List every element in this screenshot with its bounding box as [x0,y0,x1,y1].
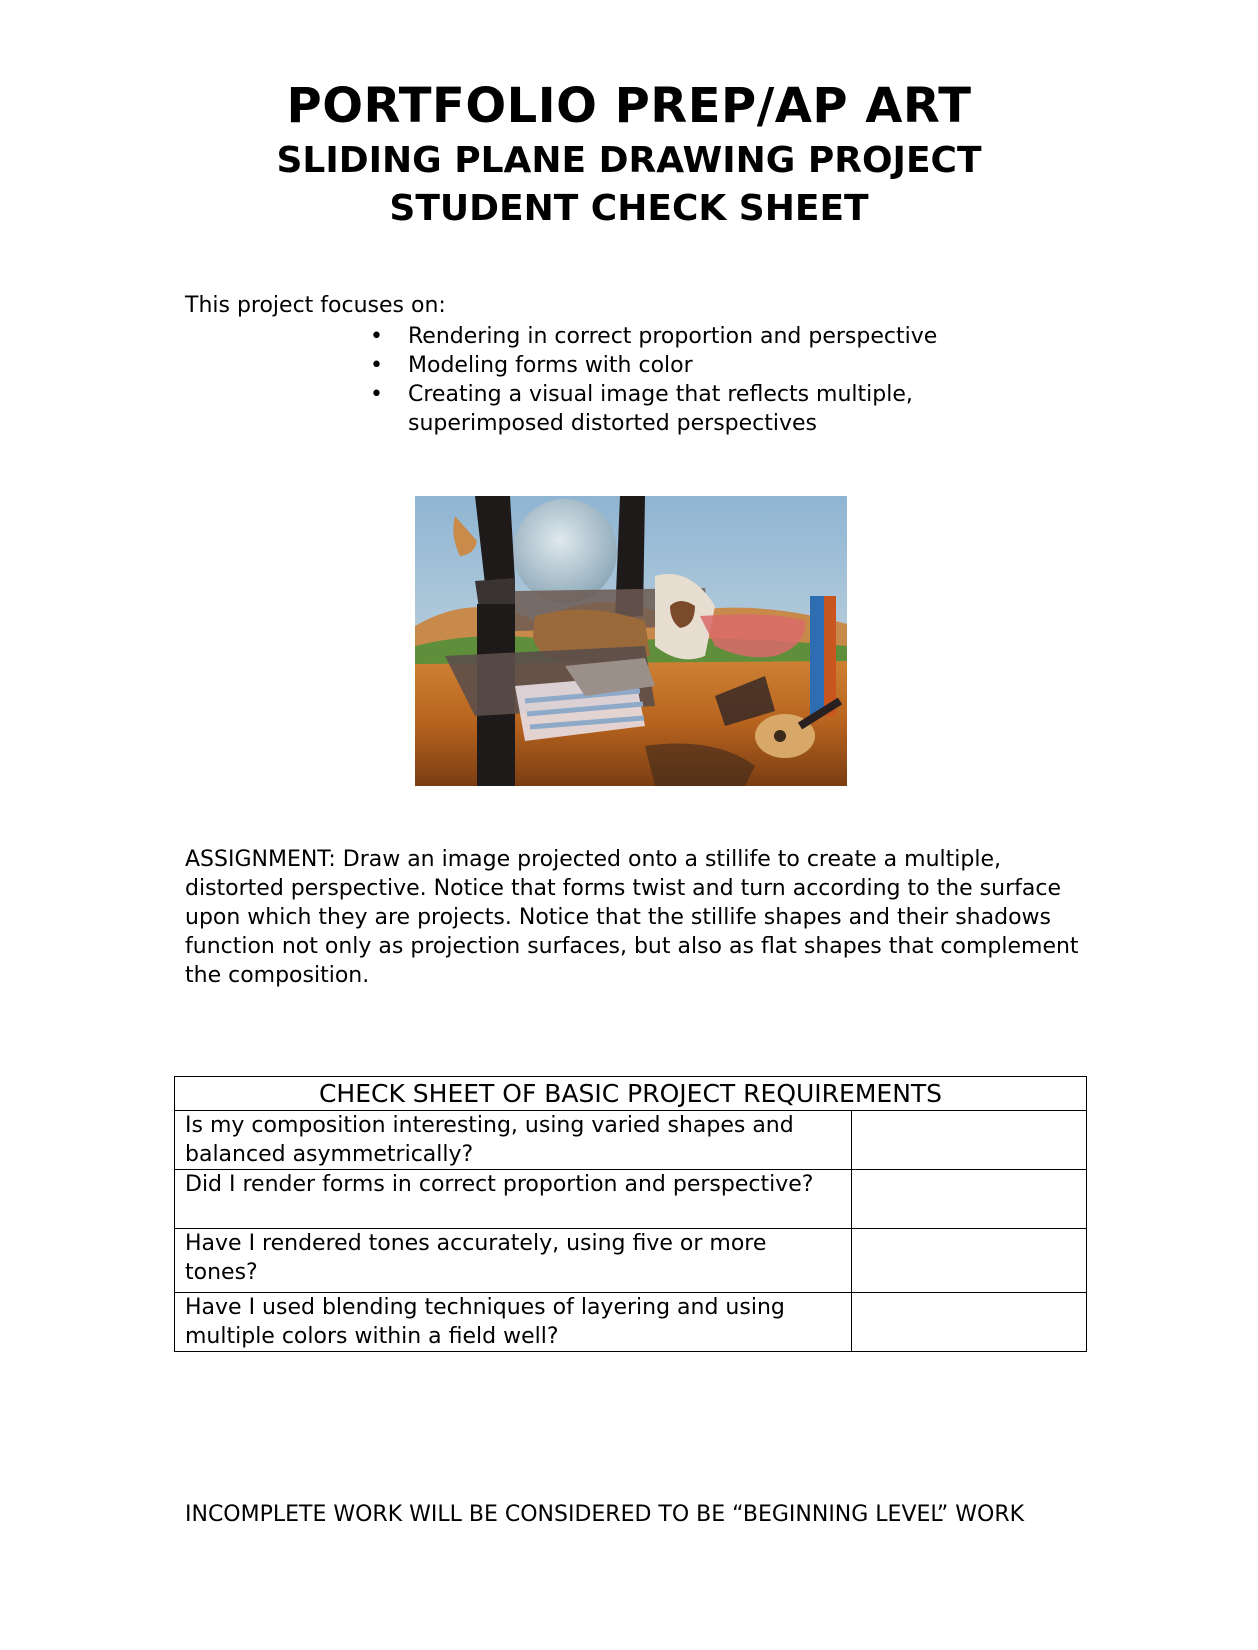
assignment-body: : Draw an image projected onto a stillife to create a multiple, distorted perspective. Notice that forms twist and turn according to the surface upon which they are projects. Notice that the stillife shapes and their shadows function not only as projection surfaces, but also as flat shapes that complement the composition. [185,847,1079,988]
requirement-checkbox-cell[interactable] [852,1293,1087,1352]
table-row [175,1111,1087,1170]
focus-intro: This project focuses on: [185,293,446,318]
requirement-question: Did I render forms in correct proportion and perspective? [175,1170,852,1229]
table-header: CHECK SHEET OF BASIC PROJECT REQUIREMENTS [175,1077,1087,1111]
focus-item: • Modeling forms with color [370,351,1010,380]
focus-item: • Rendering in correct proportion and perspective [370,322,1010,351]
requirements-table [174,1076,1087,1352]
footer-note: INCOMPLETE WORK WILL BE CONSIDERED TO BE “BEGINNING LEVEL” WORK [185,1502,1025,1527]
page-title: PORTFOLIO PREP/AP ART [286,78,972,134]
page-subtitle: SLIDING PLANE DRAWING PROJECT [276,140,982,181]
assignment-text [185,845,1085,990]
focus-list [370,322,1010,438]
requirement-question: Have I rendered tones accurately, using five or more tones? [175,1229,852,1293]
focus-item: • Creating a visual image that reflects multiple, superimposed distorted perspectives [370,380,1010,438]
table-row [175,1229,1087,1293]
requirement-question: Is my composition interesting, using varied shapes and balanced asymmetrically? [175,1111,852,1170]
page-subtitle-2: STUDENT CHECK SHEET [389,188,869,229]
table-row [175,1293,1087,1352]
requirement-question: Have I used blending techniques of layering and using multiple colors within a field well? [175,1293,852,1352]
requirement-checkbox-cell[interactable] [852,1111,1087,1170]
table-row [175,1170,1087,1229]
requirement-checkbox-cell[interactable] [852,1229,1087,1293]
requirement-checkbox-cell[interactable] [852,1170,1087,1229]
assignment-label: ASSIGNMENT [185,847,329,872]
artwork-image [415,496,847,786]
